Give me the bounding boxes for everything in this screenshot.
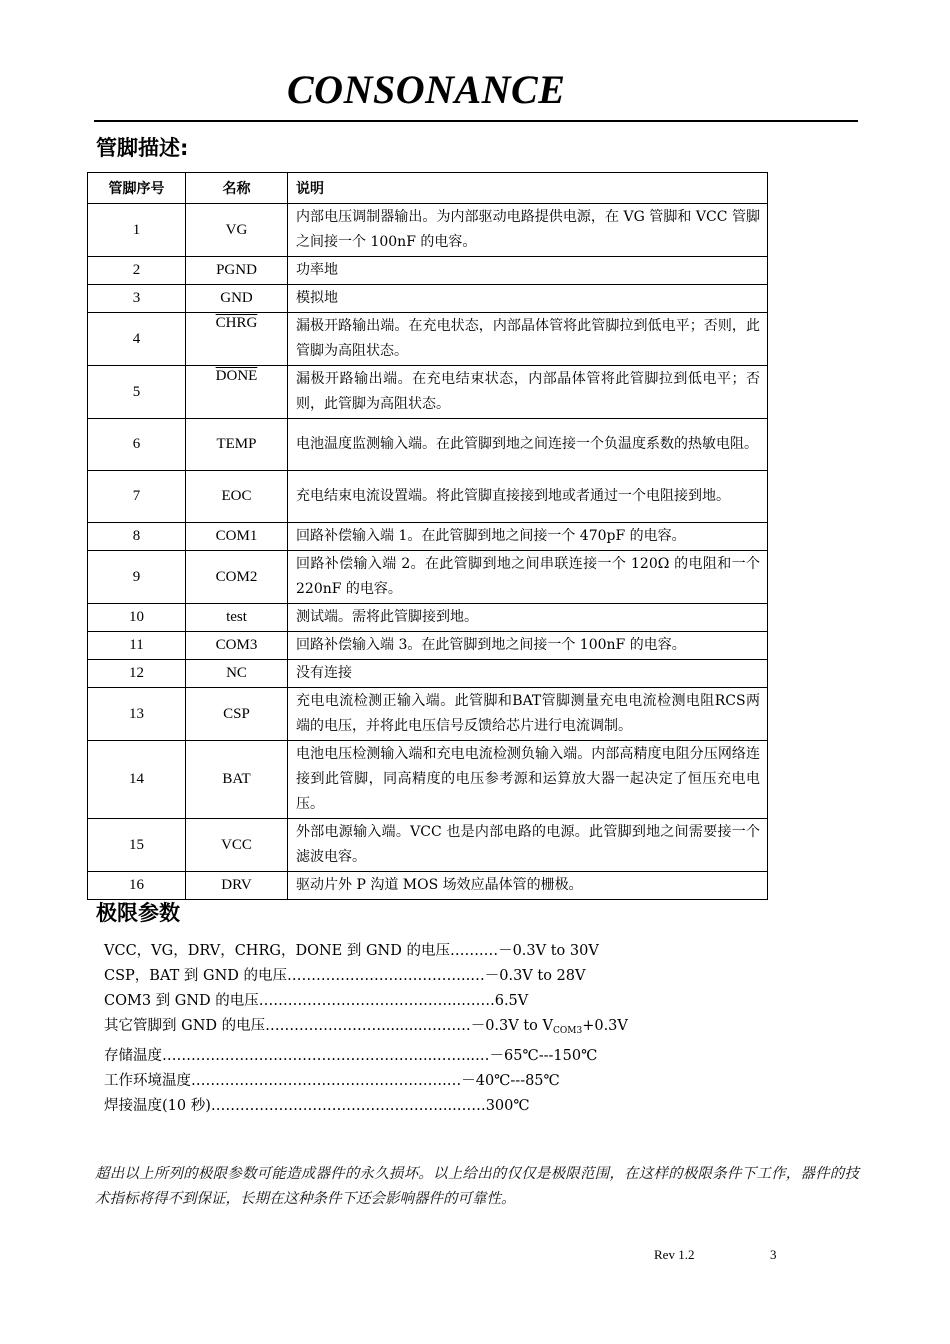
- brand-logo: CONSONANCE: [287, 67, 566, 112]
- table-row: [88, 285, 768, 313]
- list-item: CSP，BAT 到 GND 的电压………………………………..…－0.3V to 28V: [104, 968, 586, 984]
- pin-description: 电池电压检测输入端和充电电流检测负输入端。内部高精度电阻分压网络连接到此管脚，同高精度的电压参考源和运算放大器一起决定了恒压充电电压。: [288, 741, 768, 819]
- pin-name: DONE: [215, 368, 258, 384]
- pin-number: 13: [88, 688, 186, 741]
- table-row: [88, 204, 768, 257]
- table-row: [88, 872, 768, 900]
- list-item-tail: +0.3V: [582, 1018, 628, 1034]
- pin-description: 驱动片外 P 沟道 MOS 场效应晶体管的栅极。: [288, 872, 768, 900]
- pin-name: PGND: [186, 257, 288, 285]
- pin-name: VCC: [186, 819, 288, 872]
- pin-name: CHRG: [215, 315, 258, 331]
- table-row: [88, 819, 768, 872]
- pin-name: CSP: [186, 688, 288, 741]
- pin-description: 充电结束电流设置端。将此管脚直接接到地或者通过一个电阻接到地。: [288, 471, 768, 523]
- list-item: COM3 到 GND 的电压…………………………………...…….6.5V: [104, 993, 529, 1009]
- table-row: [88, 741, 768, 819]
- pin-description: 外部电源输入端。VCC 也是内部电路的电源。此管脚到地之间需要接一个滤波电容。: [288, 819, 768, 872]
- table-row: [88, 257, 768, 285]
- pin-name: COM3: [186, 632, 288, 660]
- pin-description: 测试端。需将此管脚接到地。: [288, 604, 768, 632]
- pin-number: 15: [88, 819, 186, 872]
- pin-number: 5: [88, 366, 186, 419]
- list-item: 存储温度………………………………………………...……..…－65℃---150℃: [104, 1048, 598, 1064]
- table-row: [88, 366, 768, 419]
- pin-name-cell: [186, 313, 288, 366]
- list-item: 焊接温度(10 秒)…………………………………………...……300℃: [104, 1098, 530, 1114]
- table-row: [88, 313, 768, 366]
- pin-number: 6: [88, 419, 186, 471]
- pin-description: 回路补偿输入端 3。在此管脚到地之间接一个 100nF 的电容。: [288, 632, 768, 660]
- pin-description: 充电电流检测正输入端。此管脚和BAT管脚测量充电电流检测电阻RCS两端的电压，并将此电压信号反馈给芯片进行电流调制。: [288, 688, 768, 741]
- pin-number: 8: [88, 523, 186, 551]
- pin-description: 回路补偿输入端 2。在此管脚到地之间串联连接一个 120Ω 的电阻和一个 220nF 的电容。: [288, 551, 768, 604]
- pin-number: 1: [88, 204, 186, 257]
- pin-table-header: [88, 173, 768, 204]
- pin-name: test: [186, 604, 288, 632]
- page-number: 3: [770, 1247, 777, 1262]
- pin-number: 2: [88, 257, 186, 285]
- column-header-description: 说明: [288, 173, 768, 204]
- pin-description: 没有连接: [288, 660, 768, 688]
- pin-name: COM1: [186, 523, 288, 551]
- pin-table: [87, 172, 768, 900]
- table-row: [88, 551, 768, 604]
- pin-description: 回路补偿输入端 1。在此管脚到地之间接一个 470pF 的电容。: [288, 523, 768, 551]
- pin-description: 电池温度监测输入端。在此管脚到地之间连接一个负温度系数的热敏电阻。: [288, 419, 768, 471]
- table-row: [88, 688, 768, 741]
- pin-description: 功率地: [288, 257, 768, 285]
- pin-name: BAT: [186, 741, 288, 819]
- pin-name: EOC: [186, 471, 288, 523]
- pin-number: 4: [88, 313, 186, 366]
- pin-description-heading: 管脚描述:: [96, 136, 189, 160]
- pin-name: COM2: [186, 551, 288, 604]
- pin-description: 模拟地: [288, 285, 768, 313]
- pin-name: NC: [186, 660, 288, 688]
- table-row: [88, 604, 768, 632]
- absolute-max-list: [104, 939, 804, 1119]
- pin-number: 7: [88, 471, 186, 523]
- pin-number: 3: [88, 285, 186, 313]
- pin-number: 12: [88, 660, 186, 688]
- table-row: [88, 632, 768, 660]
- list-item-subscript: COM3: [552, 1026, 583, 1036]
- warning-note: 超出以上所列的极限参数可能造成器件的永久损坏。以上给出的仅仅是极限范围，在这样的极限条件下工作，器件的技术指标将得不到保证，长期在这种条件下还会影响器件的可靠性。: [95, 1166, 859, 1207]
- list-item: [104, 1014, 804, 1044]
- list-item: 工作环境温度……………………….…………………….…－40℃---85℃: [104, 1073, 560, 1089]
- list-item-main: 其它管脚到 GND 的电压……………………..........………－0.3V to V: [104, 1018, 553, 1034]
- pin-name-cell: [186, 366, 288, 419]
- absolute-max-heading: 极限参数: [96, 901, 180, 925]
- header-rule: [94, 120, 858, 122]
- pin-number: 10: [88, 604, 186, 632]
- table-row: [88, 660, 768, 688]
- pin-number: 14: [88, 741, 186, 819]
- revision-label: Rev 1.2: [654, 1247, 695, 1262]
- table-row: [88, 523, 768, 551]
- table-row: [88, 419, 768, 471]
- list-item: VCC，VG，DRV，CHRG，DONE 到 GND 的电压…….…－0.3V to 30V: [104, 943, 599, 959]
- pin-description: 内部电压调制器输出。为内部驱动电路提供电源，在 VG 管脚和 VCC 管脚之间接一个 100nF 的电容。: [288, 204, 768, 257]
- pin-name: DRV: [186, 872, 288, 900]
- pin-description: 漏极开路输出端。在充电状态，内部晶体管将此管脚拉到低电平；否则，此管脚为高阻状态。: [288, 313, 768, 366]
- pin-number: 11: [88, 632, 186, 660]
- pin-number: 16: [88, 872, 186, 900]
- column-header-name: 名称: [186, 173, 288, 204]
- pin-name: VG: [186, 204, 288, 257]
- pin-description: 漏极开路输出端。在充电结束状态，内部晶体管将此管脚拉到低电平；否则，此管脚为高阻状态。: [288, 366, 768, 419]
- column-header-number: 管脚序号: [88, 173, 186, 204]
- pin-number: 9: [88, 551, 186, 604]
- pin-name: TEMP: [186, 419, 288, 471]
- table-row: [88, 471, 768, 523]
- pin-name: GND: [186, 285, 288, 313]
